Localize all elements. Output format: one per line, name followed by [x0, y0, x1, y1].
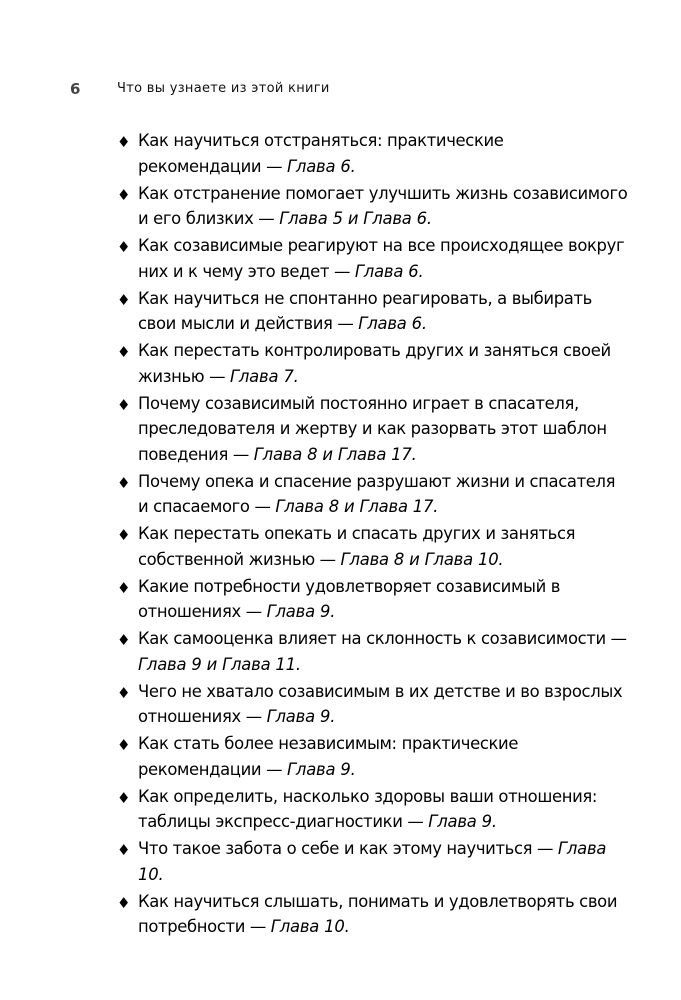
- diamond-bullet-icon: ♦: [117, 841, 131, 859]
- item-text: Как стать более независимым: практические рекомендации —: [138, 734, 519, 779]
- list-item: [115, 233, 630, 284]
- item-text: Чего не хватало созависимым в их детстве и во взрослых отношениях —: [138, 681, 623, 726]
- chapter-reference: Глава 6.: [354, 261, 424, 281]
- item-text: Почему опека и спасение разрушают жизни и спасателя и спасаемого —: [138, 471, 616, 516]
- diamond-bullet-icon: ♦: [117, 343, 131, 361]
- list-item: [115, 574, 630, 625]
- item-text: Как определить, насколько здоровы ваши отношения: таблицы экспресс-диагностики —: [138, 786, 598, 831]
- diamond-bullet-icon: ♦: [117, 578, 131, 597]
- chapter-reference: Глава 7.: [229, 366, 299, 386]
- list-item: [115, 469, 630, 520]
- list-item: [115, 731, 630, 782]
- chapter-reference: Глава 6.: [358, 314, 427, 333]
- item-text: Что такое забота о себе и как этому научиться —: [138, 839, 558, 858]
- chapter-reference: Глава 8 и Глава 10.: [340, 549, 504, 569]
- chapter-reference: Глава 10.: [138, 839, 607, 884]
- list-item: [115, 338, 630, 389]
- chapter-reference: Глава 8 и Глава 17.: [253, 444, 417, 464]
- chapter-reference: Глава 10.: [270, 917, 350, 936]
- diamond-bullet-icon: ♦: [117, 893, 131, 912]
- item-text: Как перестать контролировать других и заняться своей жизнью —: [138, 341, 611, 386]
- item-text: Как научиться не спонтанно реагировать, а выбирать свои мысли и действия —: [138, 288, 592, 333]
- diamond-bullet-icon: ♦: [117, 185, 131, 204]
- list-item: [115, 679, 630, 730]
- page-number: 6: [70, 80, 81, 98]
- diamond-bullet-icon: ♦: [117, 683, 131, 702]
- list-item: [115, 521, 630, 572]
- chapter-reference: Глава 9.: [286, 759, 356, 779]
- list-item: [115, 784, 630, 835]
- chapter-reference: Глава 6.: [286, 156, 356, 176]
- chapter-reference: Глава 9.: [266, 602, 336, 621]
- bullet-list: [115, 128, 630, 941]
- chapter-reference: Глава 5 и Глава 6.: [279, 209, 432, 228]
- diamond-bullet-icon: ♦: [117, 788, 131, 807]
- chapter-reference: Глава 9.: [266, 707, 336, 726]
- diamond-bullet-icon: ♦: [117, 238, 131, 256]
- list-item: [115, 286, 630, 337]
- diamond-bullet-icon: ♦: [117, 395, 131, 414]
- list-item: [115, 128, 630, 179]
- diamond-bullet-icon: ♦: [117, 736, 131, 754]
- chapter-reference: Глава 8 и Глава 17.: [275, 497, 439, 516]
- diamond-bullet-icon: ♦: [117, 473, 131, 492]
- item-text: Как отстранение помогает улучшить жизнь созависимого и его близких —: [138, 183, 628, 228]
- item-text: Почему созависимый постоянно играет в спасателя, преследователя и жертву и как разорвать этот шаблон поведения —: [138, 393, 607, 464]
- list-item: [115, 889, 630, 940]
- diamond-bullet-icon: ♦: [117, 133, 131, 151]
- diamond-bullet-icon: ♦: [117, 631, 131, 649]
- diamond-bullet-icon: ♦: [117, 290, 131, 309]
- item-text: Как научиться отстраняться: практические рекомендации —: [138, 131, 504, 176]
- list-item: [115, 181, 630, 232]
- item-text: Какие потребности удовлетворяет созависимый в отношениях —: [138, 576, 561, 621]
- diamond-bullet-icon: ♦: [117, 526, 131, 544]
- item-text: Как созависимые реагируют на все происходящее вокруг них и к чему это ведет —: [138, 236, 625, 281]
- list-item: [115, 836, 630, 887]
- running-header: Что вы узнаете из этой книги: [117, 81, 330, 96]
- item-text: Как самооценка влияет на склонность к созависимости —: [138, 629, 627, 648]
- list-item: [115, 391, 630, 468]
- item-text: Как научиться слышать, понимать и удовлетворять свои потребности —: [138, 891, 618, 936]
- chapter-reference: Глава 9.: [428, 812, 497, 831]
- chapter-reference: Глава 9 и Глава 11.: [138, 654, 301, 674]
- list-item: [115, 626, 630, 677]
- item-text: Как перестать опекать и спасать других и заняться собственной жизнью —: [138, 524, 576, 569]
